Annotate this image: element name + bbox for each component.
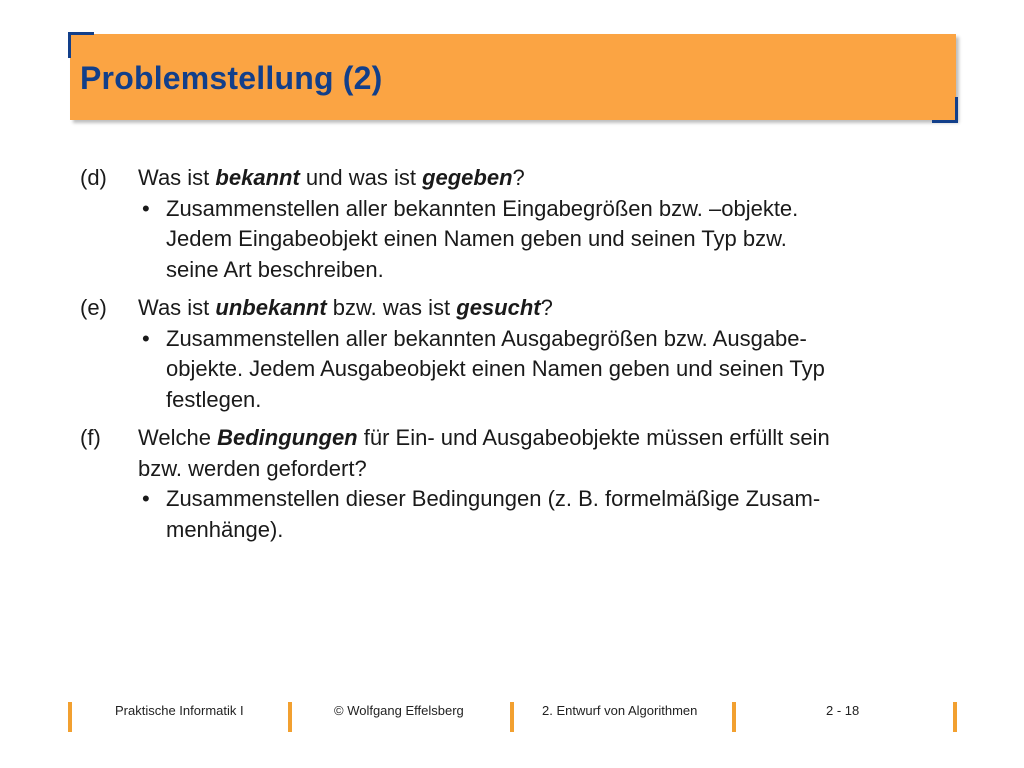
bracket-top-left-v — [68, 32, 71, 58]
item-label: (d) — [80, 165, 107, 190]
item-question: Was ist bekannt und was ist gegeben? — [138, 165, 525, 190]
footer-divider — [510, 702, 514, 732]
list-item-d — [80, 163, 960, 285]
bullet-text: • Zusammenstellen aller bekannten Eingabegrößen bzw. –objekte. Jedem Eingabeobjekt einen Namen geben und seinen Typ bzw. seine Art beschreiben. — [166, 194, 960, 286]
page-title: Problemstellung (2) — [80, 60, 383, 96]
footer-divider — [953, 702, 957, 732]
footer-page-number: 2 - 18 — [826, 703, 860, 718]
list-item-e — [80, 293, 960, 415]
footer-course: Praktische Informatik I — [115, 703, 244, 718]
footer-author: © Wolfgang Effelsberg — [334, 703, 464, 718]
footer-divider — [288, 702, 292, 732]
title-banner — [70, 34, 956, 120]
footer-divider — [732, 702, 736, 732]
item-label: (f) — [80, 425, 101, 450]
footer-divider — [68, 702, 72, 732]
list-item-f — [80, 423, 960, 545]
bullet-text: • Zusammenstellen aller bekannten Ausgabegrößen bzw. Ausgabe- objekte. Jedem Ausgabeobjekt einen Namen geben und seinen Typ festlegen. — [166, 324, 960, 416]
bracket-top-left-h — [68, 32, 94, 35]
item-question: Was ist unbekannt bzw. was ist gesucht? — [138, 295, 553, 320]
item-question: Welche Bedingungen für Ein- und Ausgabeobjekte müssen erfüllt sein bzw. werden gefordert? — [138, 425, 830, 481]
footer-chapter: 2. Entwurf von Algorithmen — [542, 703, 698, 718]
footer — [0, 695, 1024, 735]
bullet-text: • Zusammenstellen dieser Bedingungen (z. B. formelmäßige Zusam- menhänge). — [166, 484, 960, 545]
slide-content — [80, 163, 960, 553]
item-label: (e) — [80, 295, 107, 320]
bracket-bottom-right-v — [955, 97, 958, 123]
